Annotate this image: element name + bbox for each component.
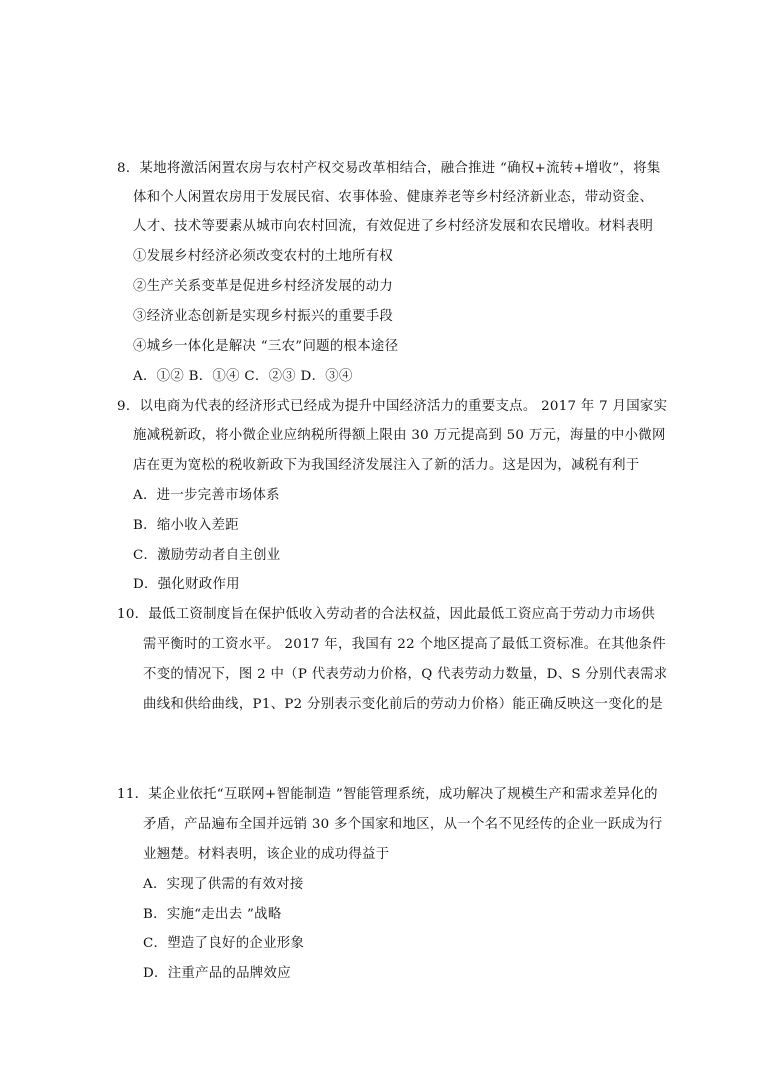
q11-option-b: B．实施“走出去 ”战略: [143, 907, 282, 922]
q9-option-d: D．强化财政作用: [133, 577, 240, 592]
q11-option-c: C．塑造了良好的企业形象: [143, 936, 305, 951]
q11-line-2: 矛盾，产品遍布全国并远销 30 多个国家和地区，从一个名不见经传的企业一跃成为行: [143, 817, 663, 832]
q8-line-3: 人才、技术等要素从城市向农村回流，有效促进了乡村经济发展和农民增收。材料表明: [133, 219, 654, 234]
q8-option-1: ①发展乡村经济必须改变农村的土地所有权: [133, 249, 394, 264]
q9-option-b: B．缩小收入差距: [133, 518, 239, 533]
q11-line-1: 11．某企业依托“互联网+智能制造 ”智能管理系统，成功解决了规模生产和需求差异化的: [117, 787, 658, 802]
q11-option-a: A．实现了供需的有效对接: [143, 877, 304, 892]
q10-line-2: 需平衡时的工资水平。 2017 年，我国有 22 个地区提高了最低工资标准。在其他条件: [143, 637, 666, 652]
q10-line-3: 不变的情况下，图 2 中（P 代表劳动力价格，Q 代表劳动力数量，D、S 分别代表需求: [143, 667, 668, 682]
q9-line-3: 店在更为宽松的税收新政下为我国经济发展注入了新的活力。这是因为，减税有利于: [133, 458, 640, 473]
q8-line-1: 8．某地将激活闲置农房与农村产权交易改革相结合，融合推进 “确权+流转+增收”，将集: [117, 161, 661, 176]
q11-option-d: D．注重产品的品牌效应: [143, 966, 291, 981]
q9-option-c: C．激励劳动者自主创业: [133, 548, 281, 563]
q9-option-a: A．进一步完善市场体系: [133, 488, 280, 503]
q8-option-4: ④城乡一体化是解决 “三农”问题的根本途径: [133, 339, 399, 354]
q10-line-1: 10．最低工资制度旨在保护低收入劳动者的合法权益，因此最低工资应高于劳动力市场供: [117, 607, 655, 622]
q11-line-3: 业翘楚。材料表明，该企业的成功得益于: [143, 847, 390, 862]
q8-option-2: ②生产关系变革是促进乡村经济发展的动力: [133, 279, 394, 294]
q9-line-1: 9．以电商为代表的经济形式已经成为提升中国经济活力的重要支点。 2017 年 7 月国家实: [117, 399, 668, 414]
q8-option-3: ③经济业态创新是实现乡村振兴的重要手段: [133, 309, 394, 324]
q9-line-2: 施减税新政，将小微企业应纳税所得额上限由 30 万元提高到 50 万元，海量的中小微网: [133, 428, 666, 443]
q10-line-4: 曲线和供给曲线，P1、P2 分别表示变化前后的劳动力价格）能正确反映这一变化的是: [143, 697, 663, 712]
q8-choices: A．①② B．①④ C．②③ D．③④: [133, 369, 353, 384]
q8-line-2: 体和个人闲置农房用于发展民宿、农事体验、健康养老等乡村经济新业态，带动资金、: [133, 190, 654, 205]
